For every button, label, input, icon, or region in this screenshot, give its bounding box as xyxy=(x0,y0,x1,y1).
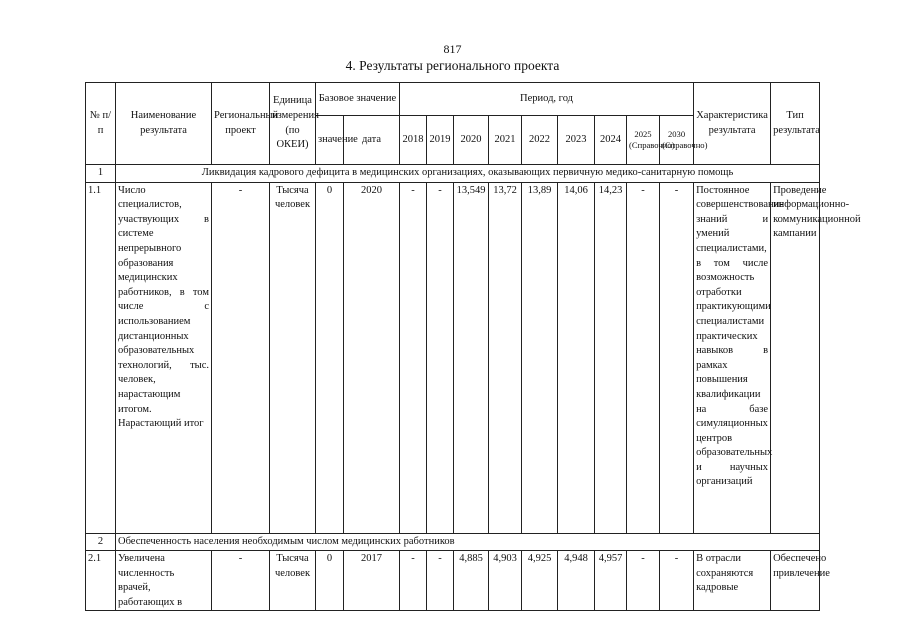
page-title: 4. Результаты регионального проекта xyxy=(345,58,560,73)
row-value: 13,549 xyxy=(454,182,489,533)
row-unit: Тысяча человек xyxy=(270,551,316,611)
row-value: - xyxy=(627,182,660,533)
header-year: 2023 xyxy=(558,116,595,165)
row-name: Число специалистов, участвующих в системе непрерывного образования медицинских работников, в том числе с использованием дистанционных образовательных технологий, тыс. человек, нарастающим итогом. Нарастающий итог xyxy=(116,182,212,533)
row-regional: - xyxy=(212,551,270,611)
header-period: Период, год xyxy=(400,83,694,116)
header-type: Тип результата xyxy=(771,83,820,165)
header-year: 2030 (Справочно) xyxy=(660,116,694,165)
header-year: 2020 xyxy=(454,116,489,165)
results-table xyxy=(85,82,861,611)
row-base-date: 2017 xyxy=(344,551,400,611)
row-value: 4,885 xyxy=(454,551,489,611)
header-year: 2018 xyxy=(400,116,427,165)
header-year: 2025 (Справочно) xyxy=(627,116,660,165)
row-value: 4,925 xyxy=(522,551,558,611)
header-year: 2019 xyxy=(427,116,454,165)
header-base-value: значение xyxy=(316,116,344,165)
row-value: - xyxy=(627,551,660,611)
row-base-date: 2020 xyxy=(344,182,400,533)
row-unit: Тысяча человек xyxy=(270,182,316,533)
row-value: - xyxy=(660,551,694,611)
section-title: Обеспеченность населения необходимым числом медицинских работников xyxy=(116,533,820,551)
row-base-value: 0 xyxy=(316,551,344,611)
row-value: 13,89 xyxy=(522,182,558,533)
table-row xyxy=(86,551,820,611)
row-type: Проведение информационно-коммуникационной кампании xyxy=(771,182,820,533)
row-value: - xyxy=(427,551,454,611)
section-title: Ликвидация кадрового дефицита в медицинских организациях, оказывающих первичную медико-санитарную помощь xyxy=(116,165,820,183)
header-year: 2021 xyxy=(489,116,522,165)
row-value: - xyxy=(427,182,454,533)
row-num: 2.1 xyxy=(86,551,116,611)
row-characteristic: В отрасли сохраняются кадровые xyxy=(696,553,754,594)
header-year: 2022 xyxy=(522,116,558,165)
table-row xyxy=(86,182,820,533)
row-base-value: 0 xyxy=(316,182,344,533)
header-num: № п/п xyxy=(86,83,116,165)
header-base-date: дата xyxy=(344,116,400,165)
header-unit: Единица измерения (по ОКЕИ) xyxy=(270,83,316,165)
row-num: 1.1 xyxy=(86,182,116,533)
header-characteristic: Характеристика результата xyxy=(694,83,771,165)
row-value: 4,903 xyxy=(489,551,522,611)
section-num: 1 xyxy=(86,165,116,183)
header-regional: Региональный проект xyxy=(212,83,270,165)
row-value: 4,948 xyxy=(558,551,595,611)
header-base: Базовое значение xyxy=(316,83,400,116)
row-characteristic: Постоянное совершенствование знаний и умений специалистами, в том числе возможность отработки практикующими специалистами практических навыков в рамках повышения квалификации на базе симуляционных центров образовательных и научных организаций xyxy=(694,182,771,533)
row-value: - xyxy=(400,551,427,611)
row-value: - xyxy=(660,182,694,533)
page-number: 817 xyxy=(443,42,462,56)
row-regional: - xyxy=(212,182,270,533)
row-value: - xyxy=(400,182,427,533)
row-value: 14,23 xyxy=(595,182,627,533)
row-type: Обеспечено привлечение xyxy=(773,553,830,579)
row-value: 4,957 xyxy=(595,551,627,611)
section-num: 2 xyxy=(86,533,116,551)
row-value: 13,72 xyxy=(489,182,522,533)
row-value: 14,06 xyxy=(558,182,595,533)
header-name: Наименование результата xyxy=(116,83,212,165)
header-year: 2024 xyxy=(595,116,627,165)
row-name: Увеличена численность врачей, работающих в xyxy=(118,553,183,608)
